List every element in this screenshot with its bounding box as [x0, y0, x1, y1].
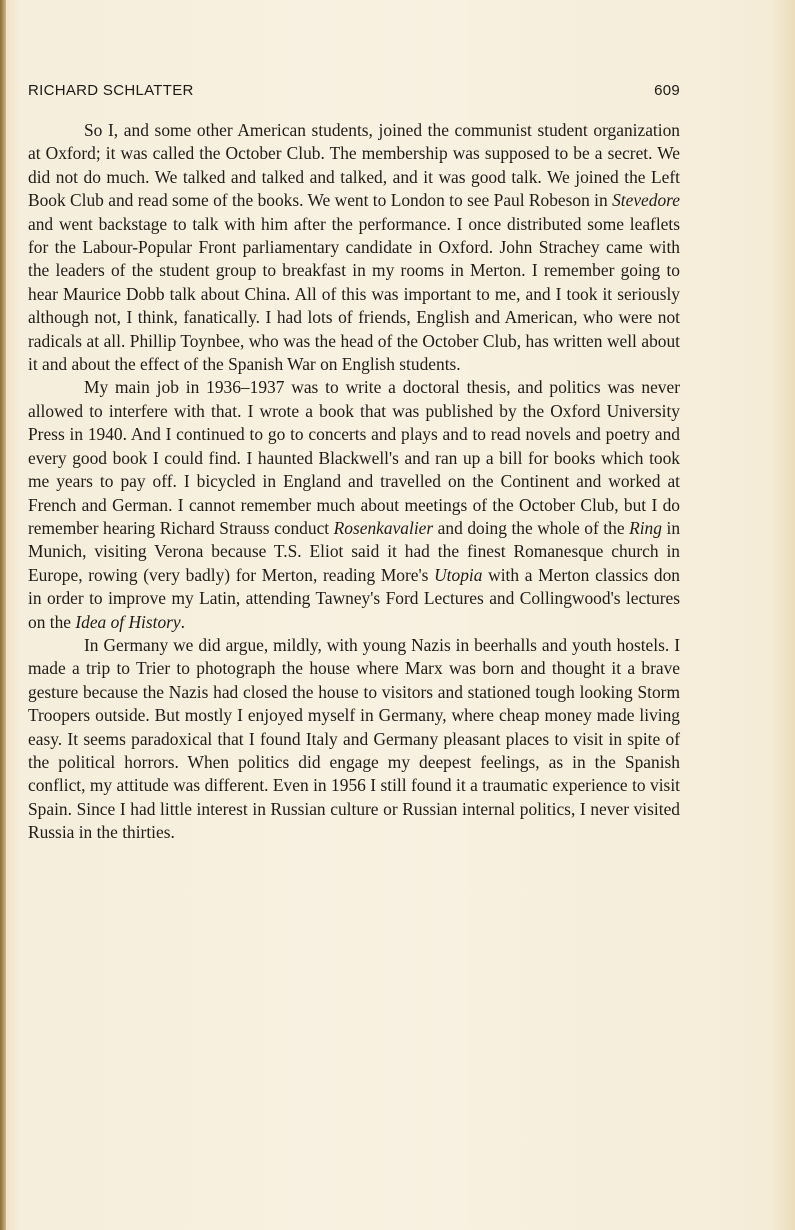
text-run: with a Merton classics don in order to improve my Latin, attending Tawney's Ford Lectures and Collingwood's lectures on the — [28, 564, 680, 632]
paragraph — [28, 119, 680, 376]
running-head-author: RICHARD SCHLATTER — [28, 82, 194, 99]
text-run: So I, and some other American students, joined the communist student organization at Oxford; it was called the October Club. The membership was supposed to be a secret. We did not do much. We talked and talked and talked, and it was good talk. We joined the Left Book Club and read some of the books. We went to London to see Paul Robeson in — [28, 120, 680, 211]
page-number: 609 — [654, 82, 680, 99]
text-run: and went backstage to talk with him after the performance. I once distributed some leaflets for the Labour-Popular Front parliamentary candidate in Oxford. John Strachey came with the leaders of the student group to breakfast in my rooms in Merton. I remember going to hear Maurice Dobb talk about China. All of this was important to me, and I took it seriously although not, I think, fanatically. I had lots of friends, English and American, who were not radicals at all. Phillip Toynbee, who was the head of the October Club, has written well about it and about the effect of the Spanish War on English students. — [28, 213, 680, 375]
italic-title: Stevedore — [612, 190, 680, 211]
text-run: In Germany we did argue, mildly, with young Nazis in beerhalls and youth hostels. I made a trip to Trier to photograph the house where Marx was born and thought it a brave gesture because the Nazis had closed the house to visitors and stationed tough looking Storm Troopers outside. But mostly I enjoyed myself in Germany, where cheap money made living easy. It seems paradoxical that I found Italy and Germany pleasant places to visit in spite of the political horrors. When politics did engage my deepest feelings, as in the Spanish conflict, my attitude was different. Even in 1956 I still found it a traumatic experience to visit Spain. Since I had little interest in Russian culture or Russian internal politics, I never visited Russia in the thirties. — [28, 634, 680, 843]
text-run: and doing the whole of the — [433, 517, 630, 538]
italic-title: Rosenkavalier — [333, 517, 434, 538]
body-text — [28, 119, 680, 845]
italic-title: Ring — [629, 517, 662, 538]
italic-title: Idea of History — [75, 611, 181, 632]
paragraph — [28, 634, 680, 845]
italic-title: Utopia — [434, 564, 483, 585]
paragraph — [28, 376, 680, 633]
text-run: My main job in 1936–1937 was to write a doctoral thesis, and politics was never allowed to interfere with that. I wrote a book that was published by the Oxford University Press in 1940. And I continued to go to concerts and plays and to read novels and poetry and every good book I could find. I haunted Blackwell's and ran up a bill for books which took me years to pay off. I bicycled in England and travelled on the Continent and worked at French and German. I cannot remember much about meetings of the October Club, but I do remember hearing Richard Strauss conduct — [28, 377, 680, 538]
text-run: . — [180, 611, 185, 632]
text-run: in Munich, visiting Verona because T.S. Eliot said it had the finest Romanesque church in Europe, rowing (very badly) for Merton, reading More's — [28, 517, 681, 585]
page-gutter-edge — [0, 0, 6, 1230]
